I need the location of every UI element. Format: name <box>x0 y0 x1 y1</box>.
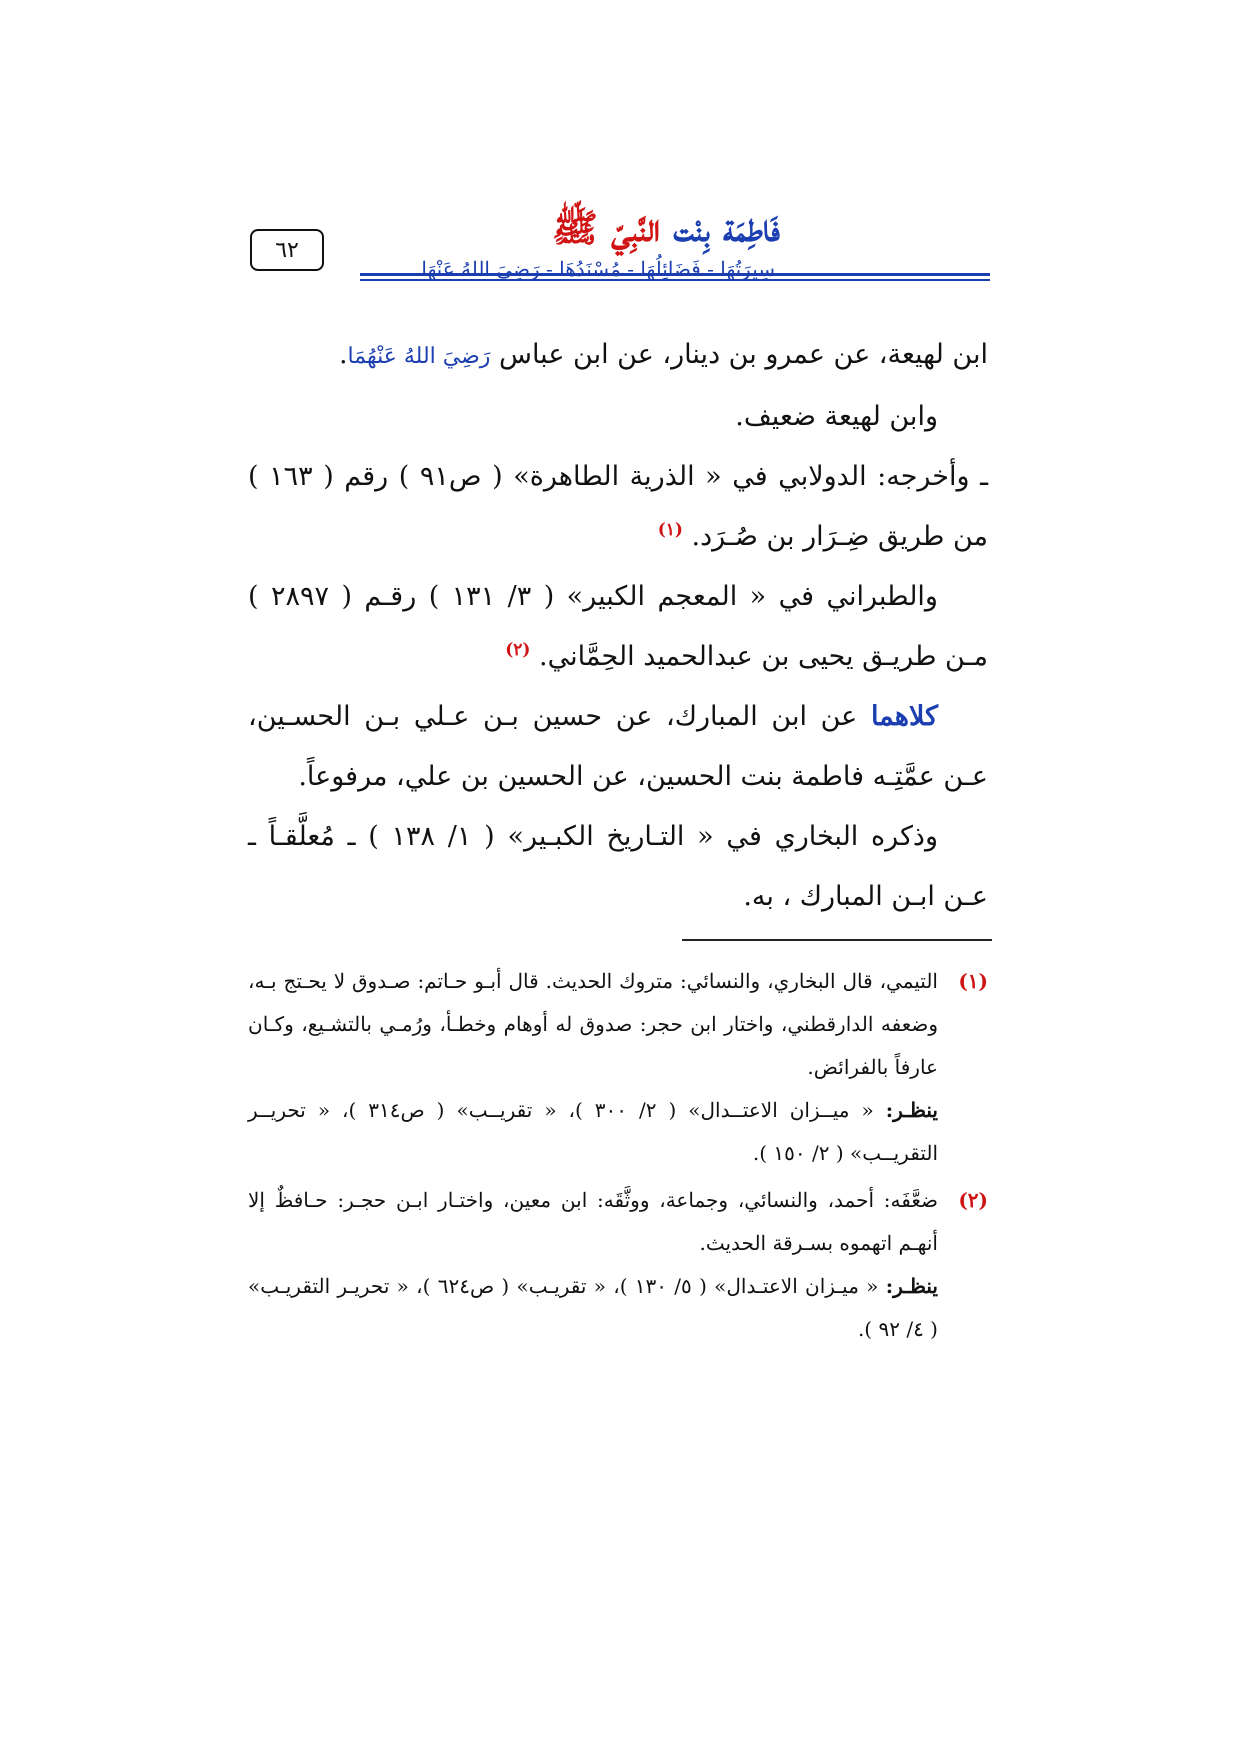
footnote-1-text: التيمي، قال البخاري، والنسائي: متروك الحديث. قال أبـو حـاتم: صـدوق لا يحـتج بـه، وضعفه الدارقطني، واختار ابن حجر: صدوق له أوهام وخطـأ، ورُمـي بالتشـيع، وكـان عارفاً بالفرائض. <box>248 969 938 1079</box>
paragraph-4 <box>248 567 988 687</box>
lead-word: كلاهما <box>870 701 938 732</box>
page-number: ٦٢ <box>250 229 324 271</box>
paragraph-1-text: ابن لهيعة، عن عمرو بن دينار، عن ابن عباس <box>499 339 988 370</box>
footnote-1-references <box>248 1089 988 1175</box>
footnote-2-references <box>248 1265 988 1351</box>
footnote-1-number: (١) <box>958 969 988 993</box>
paragraph-3 <box>248 447 988 567</box>
paragraph-1 <box>248 325 988 387</box>
paragraph-3-text: ـ وأخرجه: الدولابي في « الذرية الطاهرة» ( ص٩١ ) رقم ( ١٦٣ ) من طريق ضِـرَار بن صُـرَد. <box>248 461 989 552</box>
see-label: ينظـر: <box>885 1274 938 1298</box>
page-header <box>250 195 990 285</box>
footnote-ref-2[interactable]: (٢) <box>505 640 531 660</box>
see-label: ينظـر: <box>885 1098 938 1122</box>
book-title-part2: النَّبِيّ ﷺ <box>551 205 661 250</box>
footnote-2-number: (٢) <box>958 1188 988 1212</box>
footnote-1-references-text: « ميــزان الاعتــدال» ( ٢/ ٣٠٠ )، « تقريــب» ( ص٣١٤ )، « تحريــر التقريــب» ( ٢/ ١٥٠ ). <box>248 1098 938 1165</box>
footnotes <box>248 960 988 1351</box>
honorific-phrase: رَضِيَ اللهُ عَنْهُمَا <box>347 344 491 369</box>
paragraph-4-text: والطبراني في « المعجم الكبير» ( ٣/ ١٣١ ) رقـم ( ٢٨٩٧ ) مـن طريـق يحيى بن عبدالحميد الحِمَّاني. <box>248 581 988 672</box>
book-title <box>552 205 780 260</box>
footnote-separator <box>682 939 992 941</box>
main-text <box>248 325 988 927</box>
footnote-1 <box>248 960 988 1089</box>
footnote-2-references-text: « ميـزان الاعتـدال» ( ٥/ ١٣٠ )، « تقريـب» ( ص٦٢٤ )، « تحريـر التقريـب» ( ٤/ ٩٢ ). <box>248 1274 938 1341</box>
book-subtitle: سِيرَتُهَا - فَضَائِلُهَا - مُسْنَدُهَا - رَضِيَ اللهُ عَنْهَا <box>421 257 775 281</box>
header-rule <box>360 273 990 281</box>
paragraph-5 <box>248 687 988 807</box>
footnote-2 <box>248 1179 988 1265</box>
footnote-2-text: ضعَّفَه: أحمد، والنسائي، وجماعة، ووثَّقَه: ابن معين، واختـار ابـن حجـر: حـافظٌ إلا أنهـم اتهموه بسـرقة الحديث. <box>248 1188 938 1255</box>
paragraph-1-end: . <box>338 339 348 370</box>
paragraph-6: وذكره البخاري في « التـاريخ الكبـير» ( ١/ ١٣٨ ) ـ مُعلَّقـاً ـ عـن ابـن المبارك ، به. <box>248 821 988 912</box>
book-title-part1: فَاطِمَة بِنْت <box>673 205 780 250</box>
paragraph-5-text: عن ابن المبارك، عن حسين بـن عـلي بـن الحسـين، عـن عمَّتِـه فاطمة بنت الحسين، عن الحسين بن علي، مرفوعاً. <box>248 701 988 792</box>
paragraph-2: وابن لهيعة ضعيف. <box>735 401 938 432</box>
footnote-ref-1[interactable]: (١) <box>657 520 683 540</box>
